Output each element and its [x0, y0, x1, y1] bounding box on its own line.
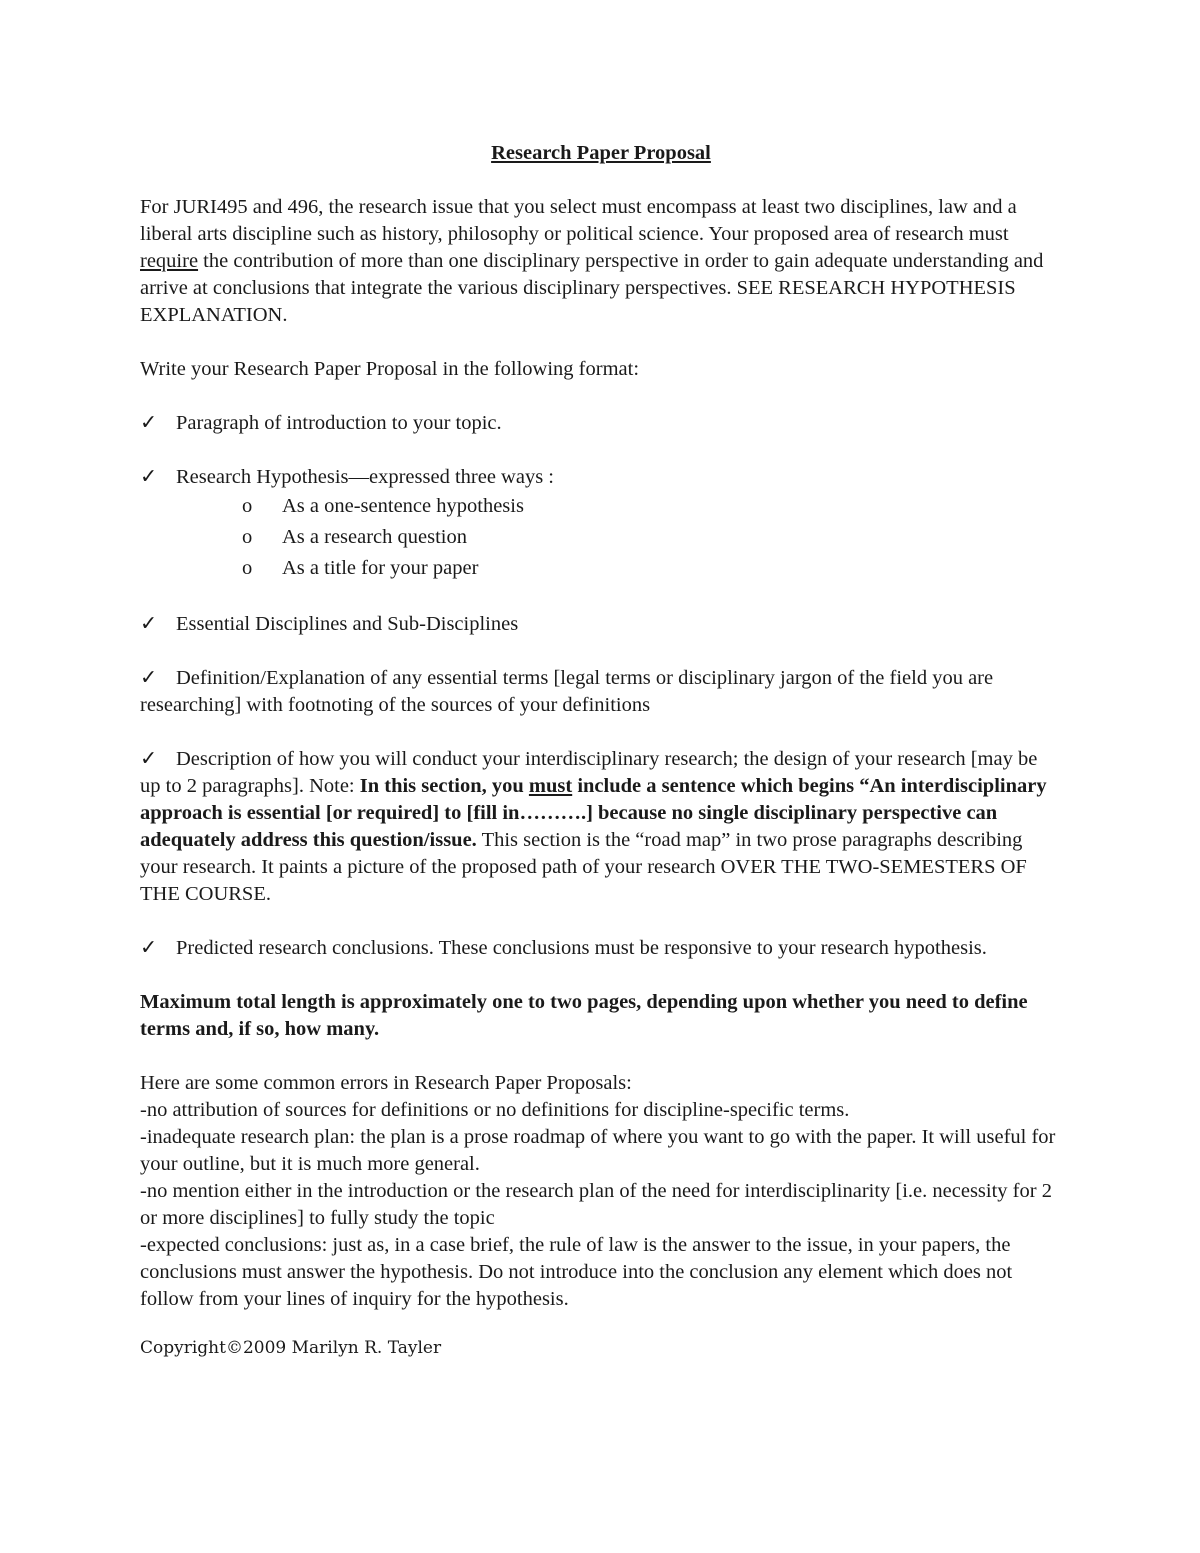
intro-text-1: For JURI495 and 496, the research issue that you select must encompass at least two disciplines, law and a liberal arts discipline such as history, philosophy or political science. Your proposed area of research must: [140, 196, 1017, 245]
circle-bullet-icon: o: [242, 557, 253, 579]
checkmark-icon: ✓: [140, 667, 158, 689]
item-text: Predicted research conclusions. These conclusions must be responsive to your research hypothesis.: [176, 937, 987, 959]
page-title: Research Paper Proposal: [491, 142, 711, 164]
copyright-notice: Copyright©2009 Marilyn R. Tayler: [140, 1338, 442, 1358]
checklist-item-hypothesis: [140, 464, 1062, 584]
sub-list-item: [140, 491, 1062, 522]
errors-heading: Here are some common errors in Research Paper Proposals:: [140, 1072, 632, 1094]
intro-paragraph: [140, 194, 1062, 329]
sub-list-item: [140, 522, 1062, 553]
checklist-item-introduction: [140, 410, 1062, 437]
sub-list-item: [140, 553, 1062, 584]
max-length-note: Maximum total length is approximately one to two pages, depending upon whether you need to define terms and, if so, how many.: [140, 991, 1028, 1040]
intro-underlined-word: require: [140, 250, 199, 272]
item-text: Paragraph of introduction to your topic.: [176, 412, 502, 434]
checklist-item-conclusions: [140, 935, 1062, 962]
error-item: -no attribution of sources for definitions or no definitions for discipline-specific terms.: [140, 1099, 850, 1121]
sub-item-text: As a title for your paper: [282, 557, 479, 579]
document-page: [140, 140, 1062, 1362]
sub-item-text: As a one-sentence hypothesis: [282, 495, 524, 517]
format-intro: Write your Research Paper Proposal in the following format:: [140, 358, 640, 380]
checkmark-icon: ✓: [140, 466, 158, 488]
error-item: -inadequate research plan: the plan is a prose roadmap of where you want to go with the paper. It will useful for your outline, but it is much more general.: [140, 1126, 1056, 1175]
item-bold-underlined-word: must: [528, 775, 573, 797]
error-item: -no mention either in the introduction or the research plan of the need for interdisciplinarity [i.e. necessity for 2 or more disciplines] to fully study the topic: [140, 1180, 1052, 1229]
item-text: Essential Disciplines and Sub-Disciplines: [176, 613, 519, 635]
checkmark-icon: ✓: [140, 748, 158, 770]
common-errors-section: [140, 1070, 1062, 1313]
sub-item-text: As a research question: [282, 526, 468, 548]
checkmark-icon: ✓: [140, 613, 158, 635]
hypothesis-sub-list: [140, 491, 1062, 584]
item-text: Description of how you will conduct your interdisciplinary research; the design of your research [may be up to 2 paragraphs]. Note:: [140, 748, 1038, 797]
circle-bullet-icon: o: [242, 495, 253, 517]
item-text: This section is the “road map” in two prose paragraphs describing your research. It paints a picture of the proposed path of your research OVER THE TWO-SEMESTERS OF THE COURSE.: [140, 829, 1027, 905]
checkmark-icon: ✓: [140, 412, 158, 434]
item-text: Research Hypothesis—expressed three ways :: [176, 466, 554, 488]
checklist-item-description: [140, 746, 1062, 908]
intro-text-2: the contribution of more than one disciplinary perspective in order to gain adequate understanding and arrive at conclusions that integrate the various disciplinary perspectives. SEE RESEARCH HYPOTHESIS EXPLANATION.: [140, 250, 1044, 326]
item-text: Definition/Explanation of any essential terms [legal terms or disciplinary jargon of the field you are researching] with footnoting of the sources of your definitions: [140, 667, 994, 716]
checklist-item-definitions: [140, 665, 1062, 719]
circle-bullet-icon: o: [242, 526, 253, 548]
checklist-item-disciplines: [140, 611, 1062, 638]
error-item: -expected conclusions: just as, in a case brief, the rule of law is the answer to the issue, in your papers, the conclusions must answer the hypothesis. Do not introduce into the conclusion any element which does not follow from your lines of inquiry for the hypothesis.: [140, 1234, 1013, 1310]
item-bold-text: include a sentence which begins “An interdisciplinary approach is essential [or required] to [fill in……….] because no single disciplinary perspective can adequately address this question/issue.: [140, 775, 1047, 851]
item-bold-text: In this section, you: [359, 775, 529, 797]
checkmark-icon: ✓: [140, 937, 158, 959]
